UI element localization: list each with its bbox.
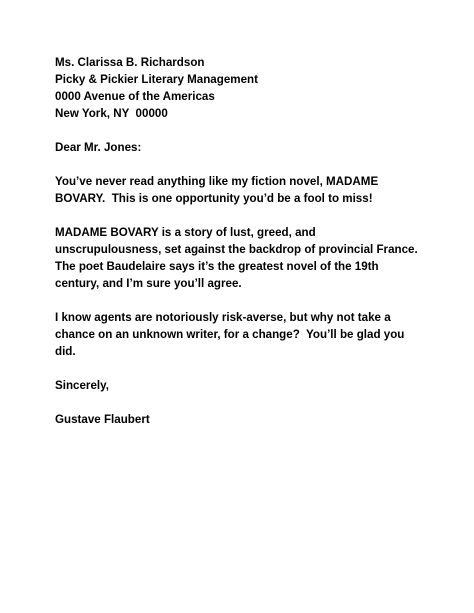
recipient-address xyxy=(55,54,455,122)
recipient-city: New York, NY 00000 xyxy=(55,107,168,120)
paragraph-line: The poet Baudelaire says it’s the greatest novel of the 19th xyxy=(55,260,379,273)
salutation: Dear Mr. Jones: xyxy=(55,141,142,154)
closing: Sincerely, xyxy=(55,379,109,392)
recipient-name: Ms. Clarissa B. Richardson xyxy=(55,56,205,69)
paragraph-line: chance on an unknown writer, for a change? You’ll be glad you xyxy=(55,328,405,341)
signature-block xyxy=(55,411,455,428)
paragraph-3 xyxy=(55,309,455,360)
paragraph-line: unscrupulousness, set against the backdrop of provincial France. xyxy=(55,243,418,256)
paragraph-1 xyxy=(55,173,455,207)
paragraph-line: BOVARY. This is one opportunity you’d be a fool to miss! xyxy=(55,192,373,205)
paragraph-line: You’ve never read anything like my fiction novel, MADAME xyxy=(55,175,379,188)
paragraph-line: MADAME BOVARY is a story of lust, greed, and xyxy=(55,226,316,239)
closing-block xyxy=(55,377,455,394)
signature-name: Gustave Flaubert xyxy=(55,413,150,426)
recipient-company: Picky & Pickier Literary Management xyxy=(55,73,258,86)
paragraph-line: I know agents are notoriously risk-averse, but why not take a xyxy=(55,311,391,324)
paragraph-2 xyxy=(55,224,455,292)
paragraph-line: century, and I’m sure you’ll agree. xyxy=(55,277,242,290)
recipient-street: 0000 Avenue of the Americas xyxy=(55,90,215,103)
query-letter xyxy=(55,54,455,428)
salutation-block xyxy=(55,139,455,156)
paragraph-line: did. xyxy=(55,345,76,358)
